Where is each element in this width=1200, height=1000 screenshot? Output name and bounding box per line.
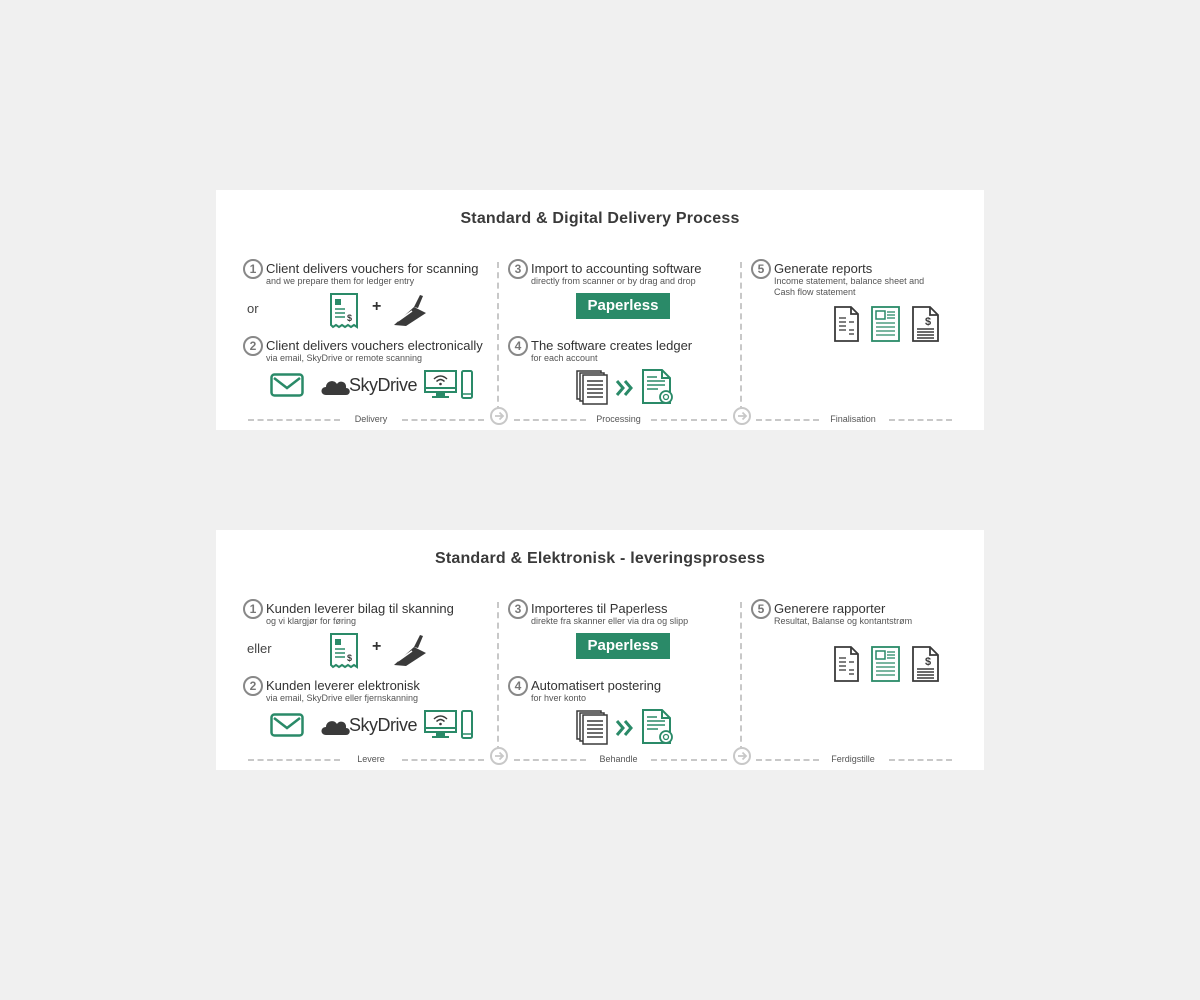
svg-text:$: $ bbox=[347, 313, 353, 323]
remote-scanning-icon bbox=[424, 370, 474, 400]
scanner-icon bbox=[392, 293, 428, 327]
step-subtext: for hver konto bbox=[531, 693, 587, 703]
phase-label: Delivery bbox=[354, 414, 388, 424]
step-subtext: directly from scanner or by drag and drop bbox=[531, 276, 696, 286]
step-subtext: og vi klargjør for føring bbox=[266, 616, 357, 626]
svg-text:$: $ bbox=[347, 653, 353, 663]
phase-line bbox=[402, 759, 484, 761]
step-subtext: and we prepare them for ledger entry bbox=[266, 276, 415, 286]
step-subtext: direkte fra skanner eller via dra og slipp bbox=[531, 616, 689, 626]
remote-scanning-icon bbox=[424, 710, 474, 740]
phase-line bbox=[402, 419, 484, 421]
email-icon bbox=[270, 373, 304, 397]
cloud-icon bbox=[320, 716, 352, 736]
phase-line bbox=[514, 419, 586, 421]
step-number: 1 bbox=[243, 259, 263, 279]
step-number: 5 bbox=[751, 259, 771, 279]
cloud-icon bbox=[320, 376, 352, 396]
ledger-document-icon bbox=[642, 709, 674, 745]
voucher-icon bbox=[330, 634, 358, 668]
cash-flow-icon bbox=[912, 646, 940, 682]
step-heading: Kunden leverer elektronisk bbox=[266, 678, 420, 693]
arrow-right-icon bbox=[733, 747, 751, 765]
voucher-icon bbox=[330, 294, 358, 328]
step-subtext: Resultat, Balanse og kontantstrøm bbox=[774, 616, 913, 626]
step-number: 4 bbox=[508, 676, 528, 696]
step-subtext: via email, SkyDrive or remote scanning bbox=[266, 353, 423, 363]
process-panel bbox=[216, 530, 984, 770]
arrow-right-icon bbox=[733, 407, 751, 425]
step-number: 5 bbox=[751, 599, 771, 619]
skydrive-logo: SkyDrive bbox=[349, 715, 418, 735]
phase-line bbox=[248, 759, 340, 761]
phase-label: Ferdigstille bbox=[831, 754, 875, 764]
or-label: or bbox=[247, 301, 259, 316]
phase-line bbox=[756, 759, 819, 761]
double-chevron-icon bbox=[616, 380, 634, 396]
step-heading: Importeres til Paperless bbox=[531, 601, 668, 616]
step-heading: Generere rapporter bbox=[774, 601, 886, 616]
plus-icon: + bbox=[372, 638, 382, 655]
cash-flow-icon bbox=[912, 306, 940, 342]
step-heading: Kunden leverer bilag til skanning bbox=[266, 601, 454, 616]
email-icon bbox=[270, 713, 304, 737]
phase-label: Levere bbox=[357, 754, 385, 764]
arrow-right-icon bbox=[490, 407, 508, 425]
process-panel bbox=[216, 190, 984, 430]
paperless-logo: Paperless bbox=[576, 633, 670, 659]
step-number: 1 bbox=[243, 599, 263, 619]
phase-label: Behandle bbox=[599, 754, 638, 764]
step-subtext: via email, SkyDrive eller fjernskanning bbox=[266, 693, 419, 703]
step-subtext: Cash flow statement bbox=[774, 287, 856, 297]
svg-text:$: $ bbox=[925, 316, 932, 328]
balance-sheet-icon bbox=[871, 646, 901, 682]
step-number: 3 bbox=[508, 259, 528, 279]
income-statement-icon bbox=[834, 646, 860, 682]
step-heading: Import to accounting software bbox=[531, 261, 702, 276]
step-number: 2 bbox=[243, 336, 263, 356]
document-stack-icon bbox=[576, 710, 610, 746]
balance-sheet-icon bbox=[871, 306, 901, 342]
arrow-right-icon bbox=[490, 747, 508, 765]
phase-label: Finalisation bbox=[830, 414, 876, 424]
ledger-document-icon bbox=[642, 369, 674, 405]
step-heading: The software creates ledger bbox=[531, 338, 693, 353]
step-heading: Automatisert postering bbox=[531, 678, 662, 693]
step-number: 2 bbox=[243, 676, 263, 696]
panel-title: Standard & Elektronisk - leveringsprosess bbox=[434, 550, 766, 567]
step-heading: Client delivers vouchers for scanning bbox=[266, 261, 479, 276]
phase-line bbox=[889, 759, 952, 761]
phase-line bbox=[248, 419, 340, 421]
column-divider bbox=[497, 602, 499, 752]
panel-title: Standard & Digital Delivery Process bbox=[460, 210, 740, 227]
column-divider bbox=[740, 602, 742, 752]
column-divider bbox=[497, 262, 499, 412]
step-heading: Client delivers vouchers electronically bbox=[266, 338, 483, 353]
step-number: 4 bbox=[508, 336, 528, 356]
income-statement-icon bbox=[834, 306, 860, 342]
plus-icon: + bbox=[372, 298, 382, 315]
double-chevron-icon bbox=[616, 720, 634, 736]
column-divider bbox=[740, 262, 742, 412]
step-heading: Generate reports bbox=[774, 261, 873, 276]
or-label: eller bbox=[247, 641, 272, 656]
phase-line bbox=[756, 419, 819, 421]
phase-line bbox=[514, 759, 586, 761]
phase-line bbox=[651, 759, 727, 761]
skydrive-logo: SkyDrive bbox=[349, 375, 418, 395]
step-subtext: Income statement, balance sheet and bbox=[774, 276, 925, 286]
document-stack-icon bbox=[576, 370, 610, 406]
phase-line bbox=[889, 419, 952, 421]
step-subtext: for each account bbox=[531, 353, 598, 363]
phase-line bbox=[651, 419, 727, 421]
step-number: 3 bbox=[508, 599, 528, 619]
paperless-logo: Paperless bbox=[576, 293, 670, 319]
scanner-icon bbox=[392, 633, 428, 667]
svg-text:$: $ bbox=[925, 656, 932, 668]
phase-label: Processing bbox=[596, 414, 641, 424]
